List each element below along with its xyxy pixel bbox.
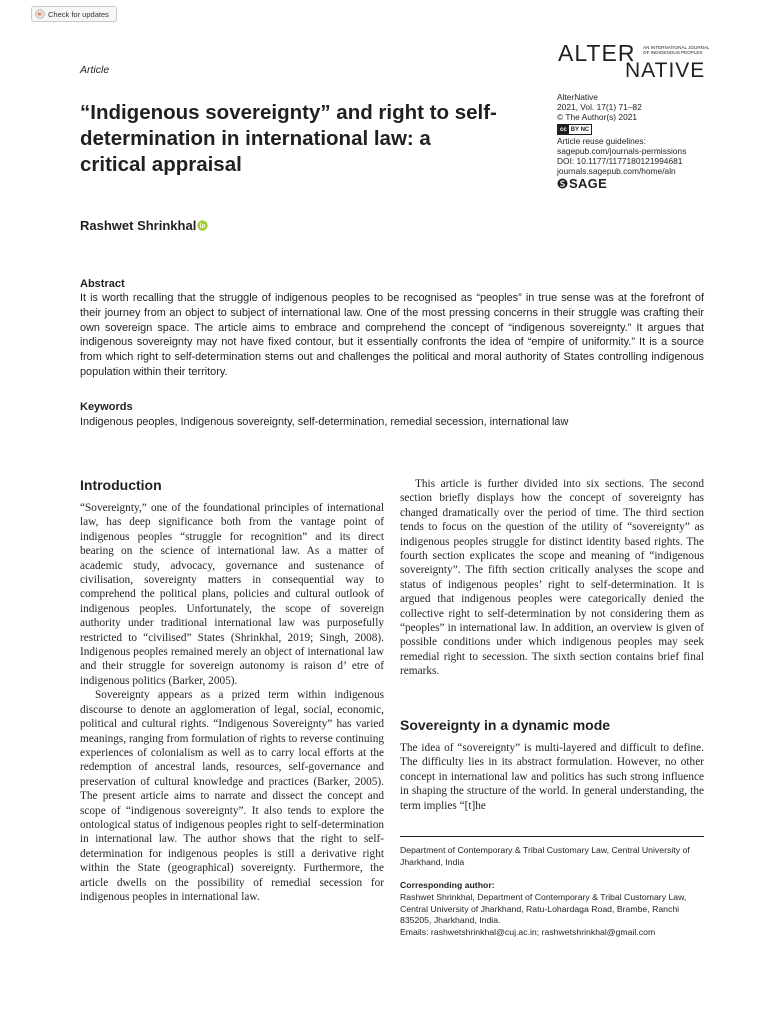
section-heading-introduction: Introduction [80, 477, 162, 493]
sage-icon [557, 178, 568, 189]
article-type: Article [80, 64, 110, 76]
journal-logo [558, 40, 708, 84]
section-heading-sovereignty: Sovereignty in a dynamic mode [400, 717, 611, 733]
logo-alter: ALTER [558, 40, 636, 66]
abstract-heading: Abstract [80, 278, 125, 290]
journal-name: AlterNative [557, 92, 598, 102]
check-for-updates-button[interactable] [31, 6, 117, 22]
corresponding-author-details [400, 892, 704, 938]
crossmark-icon [35, 9, 45, 19]
cc-badge-label: cc [560, 126, 567, 133]
intro-paragraph-1: “Sovereignty,” one of the foundational principles of international law, has deep significance both from the vantage point of indigenous peoples “struggle for recognition” and its direct bearing on the science of international law. As a matter of academic study, advocacy, governance and sustenance of civilisation, sovereignty matters in consequential way to comprehend the political plans, policies and cultural outlook of indigenous peoples. Unfortunately, the scope of sovereign authority under traditional international law was purposefully restricted to “civilised” States (Shrinkhal, 2019; Singh, 2008). Indigenous peoples remained merely an object of international law and their struggle for sovereign autonomy is raison d’ etre of indigenous politics (Barker, 2005). [80, 502, 384, 687]
author-affiliation: Department of Contemporary & Tribal Customary Law, Central University of Jharkhand, India [400, 845, 690, 867]
check-for-updates-label: Check for updates [48, 9, 109, 19]
corresponding-author-heading: Corresponding author: [400, 880, 495, 890]
publisher-name: SAGE [569, 175, 608, 191]
corresponding-author-emails[interactable]: Emails: rashwetshrinkhal@cuj.ac.in; rashwetshrinkhal@gmail.com [400, 926, 656, 937]
right-column-top [400, 477, 704, 679]
article-title: “Indigenous sovereignty” and right to self-determination in international law: a critical appraisal [80, 101, 497, 176]
author [80, 218, 208, 233]
keywords-heading: Keywords [80, 401, 133, 413]
abstract-text: It is worth recalling that the struggle of indigenous peoples to be recognised as “peoples” in true sense was at the forefront of their journey from an object to subject of international law. One of the most pressing concerns in their struggle was crafting their own sovereign space. The article aims to embrace and comprehend the concept of “indigenous sovereignty.” It argues that indigenous sovereignty may not have fixed contour, but it essentially confronts the idea of “empire of uniformity.” It is a source from which right to self-determination stems out and challenges the political and moral authority of States controlling indigenous population within their territory. [80, 292, 704, 378]
doi-link[interactable]: DOI: 10.1177/1177180121994681 [557, 156, 683, 166]
author-name: Rashwet Shrinkhal [80, 218, 197, 233]
right-column-bottom [400, 741, 704, 813]
reuse-label: Article reuse guidelines: [557, 136, 646, 146]
orcid-icon[interactable] [197, 220, 208, 231]
logo-subtitle: AN INTERNATIONAL JOURNAL OF INDIGENOUS PEOPLES [643, 45, 710, 56]
publisher-logo [557, 175, 717, 191]
creative-commons-icon[interactable] [557, 124, 592, 135]
article-metadata [557, 92, 717, 189]
copyright: © The Author(s) 2021 [557, 112, 638, 122]
intro-paragraph-3: This article is further divided into six sections. The second section briefly displays how the concept of sovereignty has changed dramatically over the period of time. The third section tends to focus on the question of the utility of “sovereignty” as indigenous peoples struggle for distinct identity based rights. The fourth section explicates the scope and meaning of “indigenous sovereignty”. The fifth section critically analyses the scope and status of indigenous peoples’ right to self-determination. It is argued that indigenous peoples were categorically denied the collective right to self-determination by not considering them as “peoples” in international law. In addition, an overview is given of possible conditions under which indigenous peoples may seek remedial right to secession. The sixth section contains brief final remarks. [400, 478, 704, 678]
logo-native: NATIVE [625, 59, 706, 82]
intro-paragraph-2: Sovereignty appears as a prized term within indigenous discourse to denote an agglomeration of legal, social, economic, political and cultural rights. “Indigenous Sovereignty” has varied meanings, ranging from formulation of rights to reverse continuing experiences of colonialism as well as to carry local efforts at the redemption of ancestral lands, resources, self-governance and preservation of cultural knowledge and practices (Barker, 2005). The present article aims to narrate and dissect the concept and scope of “indigenous sovereignty”. It also tends to explore the ontological status of indigenous peoples right to self-determination in international law. The author shows that the right to self-determination for indigenous peoples is still a derivative right within the State (geographical) sovereignty. Furthermore, the article dwells on the possibility of remedial secession for indigenous peoples in international law. [80, 689, 384, 903]
left-column [80, 501, 384, 904]
reuse-link[interactable]: sagepub.com/journals-permissions [557, 146, 687, 156]
keywords-text: Indigenous peoples, Indigenous sovereignty, self-determination, remedial secession, international law [80, 416, 569, 428]
sovereignty-paragraph-1: The idea of “sovereignty” is multi-layered and difficult to define. The difficulty lies in its abstract formulation. However, no other concept in international law and politics has such strong influence in shaping the structure of the world. In general understanding, the term implies “[t]he [400, 742, 704, 812]
footnote-divider [400, 836, 704, 837]
journal-volume: 2021, Vol. 17(1) 71–82 [557, 102, 642, 112]
corresponding-author-address: Rashwet Shrinkhal, Department of Contemporary & Tribal Customary Law, Central University of Jharkhand, Ratu-Lohardaga Road, Brambe, Ranchi 835205, Jharkhand, India. [400, 892, 687, 925]
journal-link[interactable]: journals.sagepub.com/home/aln [557, 166, 676, 176]
cc-badge-terms: BY NC [570, 126, 590, 133]
